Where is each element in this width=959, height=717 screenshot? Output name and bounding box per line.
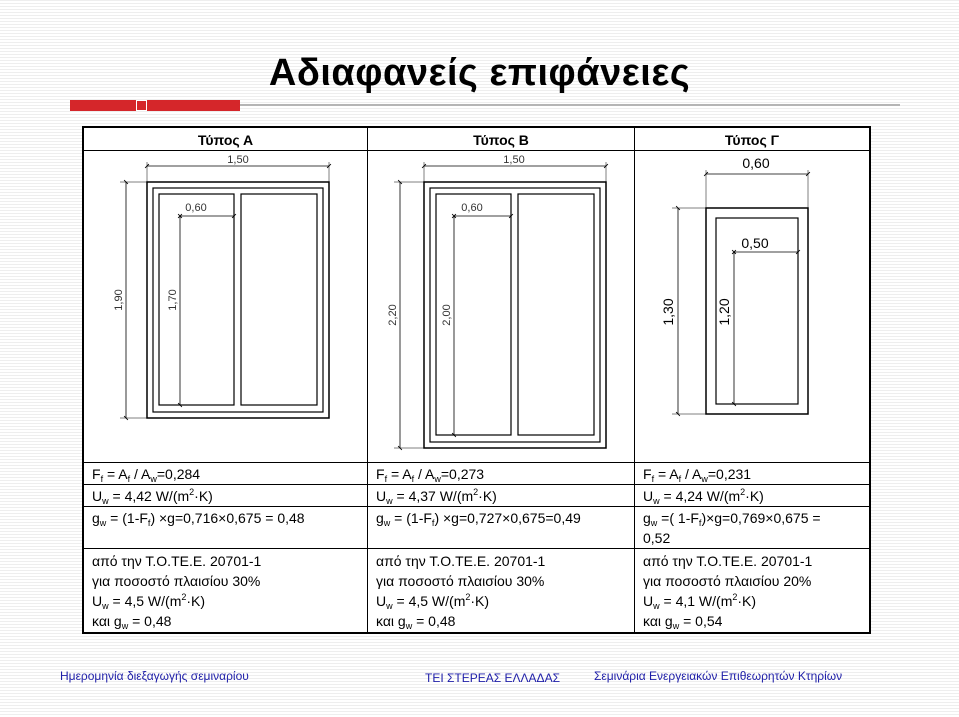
- dim-inner-width-a: 0,60: [185, 202, 207, 214]
- gw-cell-a: $g_w = (1-F_f) \times g=0,716\times 0,675 = 0,48$: [92, 510, 305, 528]
- footer-date: Ημερομηνία διεξαγωγής σεμιναρίου: [60, 669, 249, 683]
- ref-cell-c: από την Τ.Ο.ΤΕ.Ε. 20701-1 για ποσοστό πλαισίου 20% $U_w = 4,1$ $W/(m^2\cdot K)$ και $g_w = 0,54$: [643, 553, 813, 631]
- uw-cell-c: $U_w = 4,24$ $W/(m^2\cdot K)$: [643, 487, 764, 506]
- window-type-c-drawing: [660, 155, 808, 414]
- dim-inner-height-a: 1,70: [167, 289, 179, 311]
- uw-cell-b: $U_w = 4,37$ $W/(m^2\cdot K)$: [376, 487, 497, 506]
- row-divider: [84, 484, 869, 485]
- uw-cell-a: $U_w = 4,42$ $W/(m^2\cdot K)$: [92, 487, 213, 506]
- title-underline: [70, 100, 900, 111]
- header-type-a: Τύπος Α: [197, 132, 254, 148]
- ref-cell-b: από την Τ.Ο.ΤΕ.Ε. 20701-1 για ποσοστό πλαισίου 30% $U_w = 4,5$ $W/(m^2\cdot K)$ και $g_w = 0,48$: [376, 553, 546, 631]
- gw-cell-b: $g_w = (1-F_f) \times g=0,727\times 0,675=0,49$: [376, 510, 581, 528]
- underline-gray-line: [240, 104, 900, 106]
- sash-right: [518, 194, 594, 435]
- window-types-table: [82, 126, 871, 634]
- dim-outer-height-c: 1,30: [660, 298, 676, 326]
- header-type-b: Τύπος Β: [473, 132, 529, 148]
- inner-frame: [430, 188, 600, 442]
- underline-square-icon: [136, 100, 147, 111]
- dim-outer-width-a: 1,50: [227, 154, 249, 166]
- row-divider: [84, 548, 869, 549]
- dim-outer-height-a: 1,90: [113, 289, 125, 311]
- window-type-a-drawing: [113, 154, 329, 418]
- header-type-c: Τύπος Γ: [724, 132, 780, 148]
- footer-institution: ΤΕΙ ΣΤΕΡΕΑΣ ΕΛΛΑΔΑΣ: [425, 671, 560, 685]
- ref-cell-a: από την Τ.Ο.ΤΕ.Ε. 20701-1 για ποσοστό πλαισίου 30% $U_w = 4,5$ $W/(m^2\cdot K)$ και $g_w = 0,48$: [92, 553, 262, 631]
- ff-cell-a: $F_f = A_f / A_w=0,284$: [92, 466, 201, 484]
- dim-inner-width-c: 0,50: [741, 235, 769, 251]
- row-divider: [84, 506, 869, 507]
- ff-cell-b: $F_f = A_f / A_w=0,273$: [376, 466, 485, 484]
- slide-title: Αδιαφανείς επιφάνειες: [268, 52, 691, 94]
- ff-cell-c: $F_f = A_f / A_w=0,231$: [643, 466, 752, 484]
- window-type-b-drawing: [387, 154, 606, 448]
- dim-outer-width-c: 0,60: [742, 155, 770, 171]
- window-drawings: [84, 152, 869, 464]
- dim-outer-height-b: 2,20: [387, 304, 399, 326]
- dim-inner-height-c: 1,20: [716, 298, 732, 326]
- sash-right: [241, 194, 317, 405]
- gw-cell-c: $g_w$ =( $1-F_f)\times g=0,769\times 0,675$ = 0,52: [643, 510, 821, 546]
- dim-outer-width-b: 1,50: [503, 154, 525, 166]
- dim-inner-height-b: 2,00: [441, 304, 453, 326]
- footer-seminar: Σεμινάρια Ενεργειακών Επιθεωρητών Κτηρίων: [594, 669, 843, 683]
- underline-red-bar: [70, 100, 240, 111]
- dim-inner-width-b: 0,60: [461, 202, 483, 214]
